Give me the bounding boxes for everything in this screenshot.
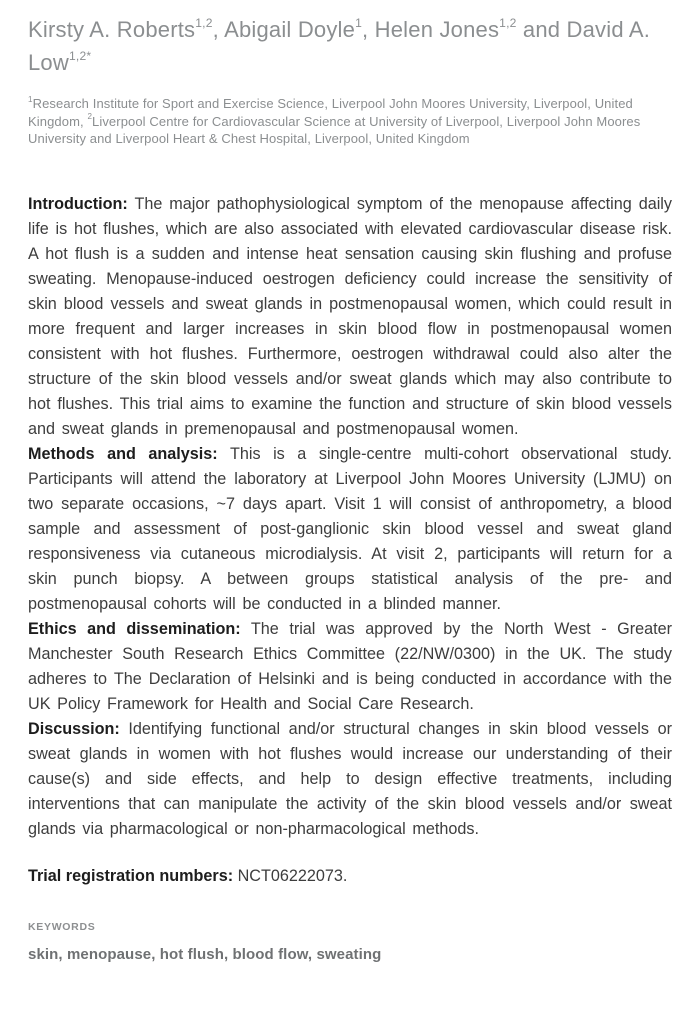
section-label: Introduction: xyxy=(28,194,128,213)
author-separator: and xyxy=(516,17,567,42)
abstract-body xyxy=(28,192,672,842)
affiliation-superscript: 2 xyxy=(87,112,93,122)
author-name: Abigail Doyle xyxy=(224,17,356,42)
section-text: Identifying functional and/or structural changes in skin blood vessels or sweat glands in women with hot flushes would increase our understanding of their cause(s) and side effects, and help to design effective treatments, including interventions that can manipulate the activity of the skin blood vessels and/or sweat glands via pharmacological or non-pharmacological methods. xyxy=(28,719,672,838)
affiliation-superscript: 1 xyxy=(28,94,33,104)
author-affiliation-superscript: 1,2 xyxy=(195,15,213,30)
author-separator: , xyxy=(212,17,225,42)
section-text: The trial was approved by the North West - Greater Manchester South Research Ethics Committee (22/NW/0300) in the UK. The study adheres to The Declaration of Helsinki and is being conducted in accordance with the UK Policy Framework for Health and Social Care Research. xyxy=(28,619,672,713)
abstract-section-methods xyxy=(28,442,672,617)
affiliation-text: Liverpool Centre for Cardiovascular Science at University of Liverpool, Liverpool John Moores University and Liverpool Heart & Chest Hospital, Liverpool, United Kingdom xyxy=(28,113,641,146)
author-name: Helen Jones xyxy=(374,17,500,42)
section-label: Discussion: xyxy=(28,719,120,738)
section-text: This is a single-centre multi-cohort observational study. Participants will attend the laboratory at Liverpool John Moores University (LJMU) on two separate occasions, ~7 days apart. Visit 1 will consist of anthropometry, a blood sample and assessment of post-ganglionic skin blood vessel and sweat gland responsiveness via cutaneous microdialysis. At visit 2, participants will return for a skin punch biopsy. A between groups statistical analysis of the pre- and postmenopausal cohorts will be conducted in a blinded manner. xyxy=(28,444,672,613)
abstract-section-ethics xyxy=(28,617,672,717)
affiliations xyxy=(28,95,672,148)
keywords-list: skin, menopause, hot flush, blood flow, sweating xyxy=(28,945,382,963)
trial-registration-label: Trial registration numbers: xyxy=(28,866,234,885)
keywords-heading: KEYWORDS xyxy=(28,920,96,933)
trial-registration xyxy=(28,864,672,889)
author-separator: , xyxy=(362,17,375,42)
abstract-section-introduction xyxy=(28,192,672,442)
author-name: David A. Low xyxy=(28,17,651,75)
section-label: Methods and analysis: xyxy=(28,444,218,463)
author-affiliation-superscript: 1,2 xyxy=(499,15,517,30)
affiliation-text: Research Institute for Sport and Exercise Science, Liverpool John Moores University, Liverpool, United Kingdom, xyxy=(28,96,633,129)
section-label: Ethics and dissemination: xyxy=(28,619,241,638)
author-affiliation-superscript: 1 xyxy=(355,15,363,30)
author-list xyxy=(28,13,672,79)
abstract-section-discussion xyxy=(28,717,672,842)
section-text: The major pathophysiological symptom of the menopause affecting daily life is hot flushes, which are also associated with elevated cardiovascular disease risk. A hot flush is a sudden and intense heat sensation causing skin flushing and profuse sweating. Menopause-induced oestrogen deficiency could increase the sensitivity of skin blood vessels and sweat glands in postmenopausal women, which could result in more frequent and larger increases in skin blood flow in postmenopausal women consistent with hot flushes. Furthermore, oestrogen withdrawal could also alter the structure of the skin blood vessels and/or sweat glands which may also contribute to hot flushes. This trial aims to examine the function and structure of skin blood vessels and sweat glands in premenopausal and postmenopausal women. xyxy=(28,194,672,438)
author-affiliation-superscript: 1,2* xyxy=(68,48,92,63)
trial-registration-number: NCT06222073. xyxy=(233,866,348,885)
author-name: Kirsty A. Roberts xyxy=(28,17,196,42)
